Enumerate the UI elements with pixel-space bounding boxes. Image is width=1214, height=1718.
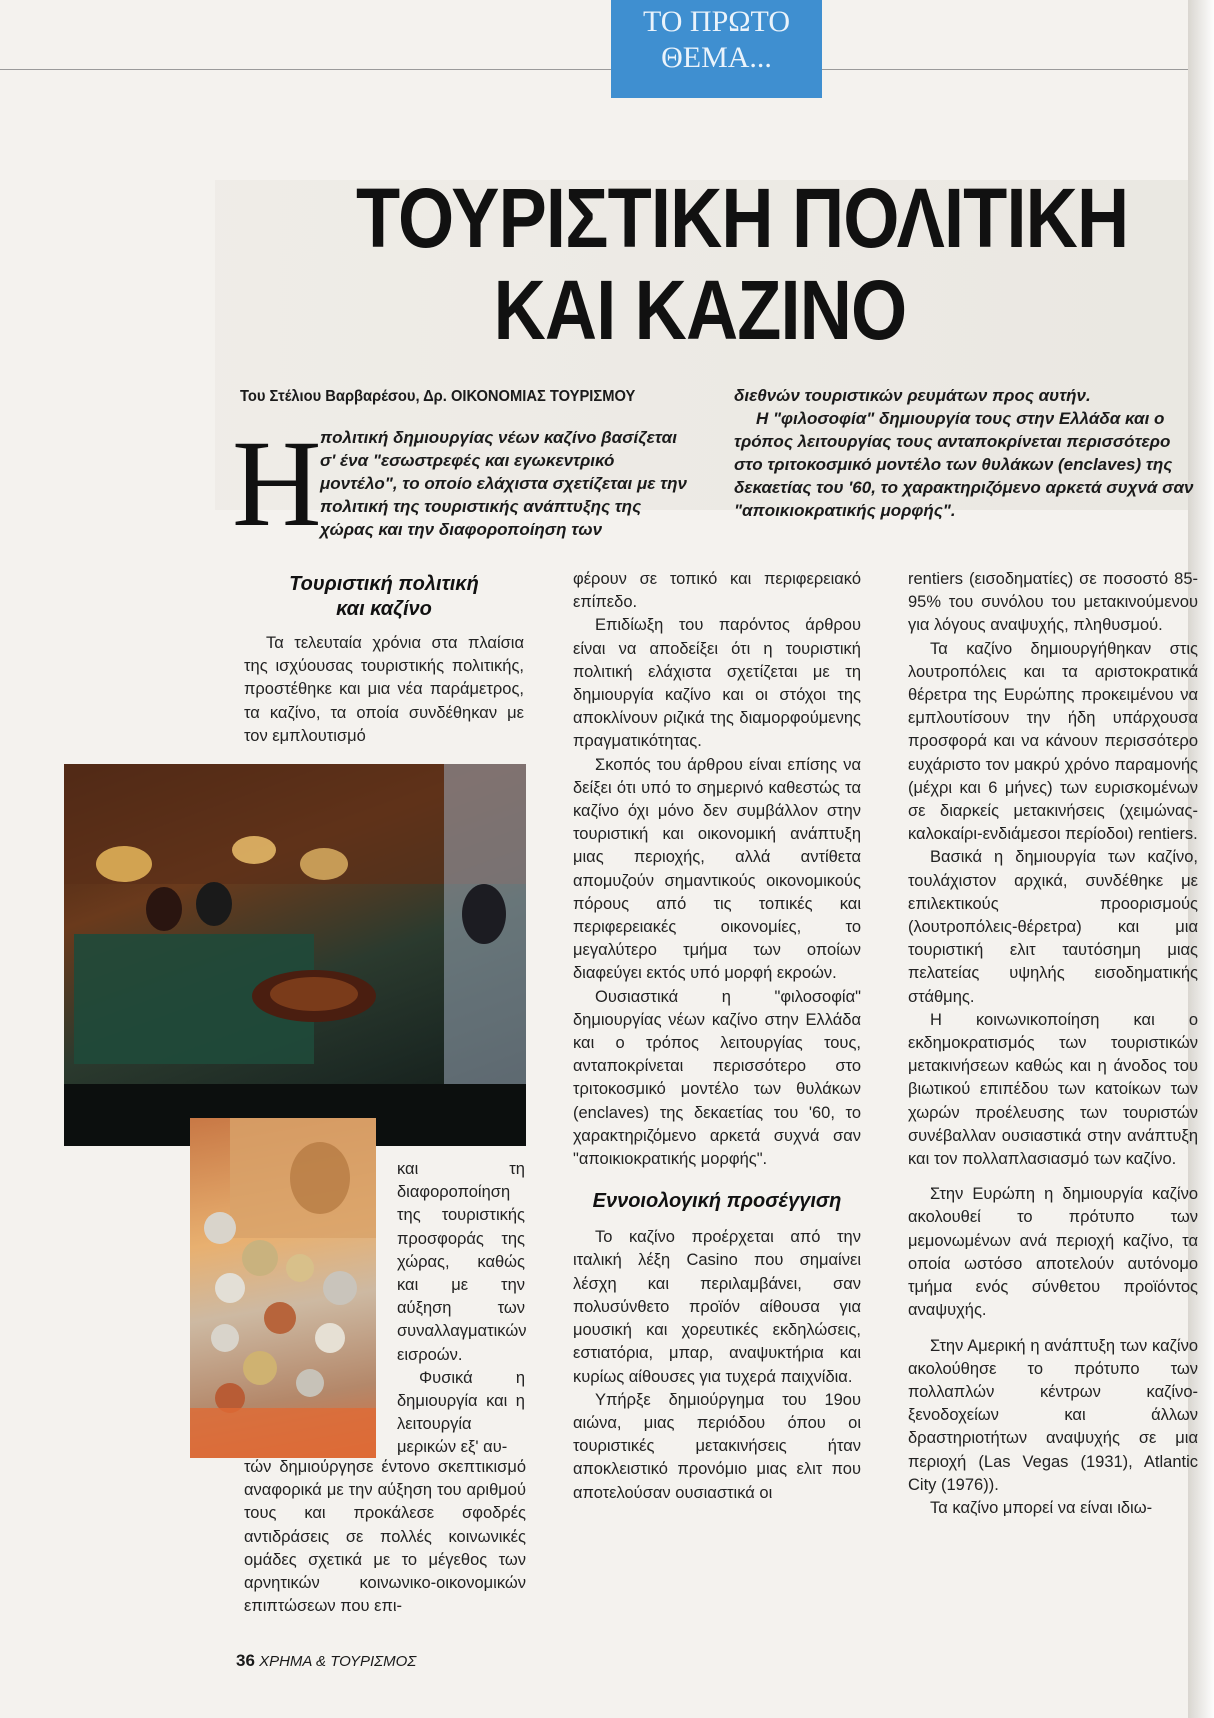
section-tag-line2: ΘΕΜΑ... [661, 41, 772, 74]
byline: Του Στέλιου Βαρβαρέσου, Δρ. ΟΙΚΟΝΟΜΙΑΣ ΤΟΥΡΙΣΜΟΥ [240, 388, 636, 405]
section-tag [611, 0, 822, 98]
col2-paragraph-0: φέρουν σε τοπικό και περιφερειακό επίπεδο. [573, 570, 861, 612]
col2-paragraph-2: Σκοπός του άρθρου είναι επίσης να δείξει ότι υπό το σημερινό καθεστώς τα καζίνο όχι μόνο δεν συμβάλλον στην τουριστική και οικονομική ανάπτυξη μιας περιοχής, αλλά αντίθετα απομυζούν σημαντικούς οικονομικούς πόρους από τις τοπικές και περιφερειακές οικονομίες, το μεγαλύτερο τμήμα των οποίων διαφεύγει εκτός υπό μορφή εκροών. [573, 755, 861, 983]
col3-paragraph-2: Βασικά η δημιουργία των καζίνο, τουλάχιστον αρχικά, συνδέθηκε με επιλεκτικούς προορισμούς (λουτροπόλεις-θέρετρα) και μια τουριστική ελιτ ταυτόσημη μιας πελατείας υψηλής εισοδηματικής στάθμης. [908, 848, 1198, 1006]
lead-left-text: πολιτική δημιουργίας νέων καζίνο βασίζεται σ' ένα "εσωστρεφές και εγωκεντρικό μοντέλο", το οποίο ελάχιστα σχετίζεται με την πολιτική της τουριστικής ανάπτυξης της χώρας και την διαφοροποίηση των [320, 428, 687, 539]
column-3 [908, 568, 1198, 1520]
col1-paragraph-1-continued: και τη διαφοροποίηση της τουριστικής προσφοράς της χώρας, καθώς και με την αύξηση των συναλλαγματικών εισροών. [397, 1160, 527, 1364]
title-line2: ΚΑΙ ΚΑΖΙΝΟ [493, 263, 907, 357]
col1-paragraph-2-end: τών δημιούργησε έντονο σκεπτικισμό αναφορικά με την αύξηση του αριθμού τους και προκάλεσε σφοδρές αντιδράσεις σε πολλές κοινωνικές ομάδες σχετικά με το μέγεθος των αρνητικών κοινωνικο-οικονομικών επιπτώσεων που επι- [244, 1458, 526, 1616]
col2-paragraph-5: Υπήρξε δημιούργημα του 19ου αιώνα, μιας περιόδου όπου οι τουριστικές μετακινήσεις ήταν αποκλειστικό προνόμιο μιας ελιτ που αποτελούσαν ουσιαστικά οι [573, 1390, 861, 1502]
column-1-wrap [397, 1158, 525, 1460]
col3-paragraph-5: Στην Αμερική η ανάπτυξη των καζίνο ακολούθησε το πρότυπο των πολλαπλών κέντρων καζίνο-ξενοδοχείων και άλλων δραστηριοτήτων αναψυχής σε μια περιοχή (Las Vegas (1931), Atlantic City (1976)). [908, 1336, 1198, 1494]
money-photo [190, 1118, 376, 1458]
page-footer [236, 1651, 416, 1671]
col2-paragraph-4: Το καζίνο προέρχεται από την ιταλική λέξη Casino που σημαίνει λέσχη και περιλαμβάνει, σαν πολυσύνθετο προϊόν αίθουσα για μουσική και χορευτικές εκδηλώσεις, εστιατόρια, μπαρ, αναψυκτήρια και κυρίως αίθουσες για τυχερά παιχνίδια. [573, 1228, 861, 1386]
col3-paragraph-3: Η κοινωνικοποίηση και ο εκδημοκρατισμός των τουριστικών μετακινήσεων καθώς και η άνοδος του βιωτικού επιπέδου των κατοίκων των χωρών προέλευσης των τουριστών συνέβαλλαν ουσιαστικά στην ανάπτυξη και τον πολλαπλασιασμό των καζίνο. [908, 1010, 1198, 1169]
section-tag-line1: ΤΟ ΠΡΩΤΟ [642, 5, 791, 38]
subhead-conceptual-approach: Εννοιολογική προσέγγιση [592, 1190, 842, 1213]
lead-right [734, 384, 1194, 522]
column-1-bottom [244, 1456, 526, 1618]
col3-paragraph-0: rentiers (εισοδηματίες) σε ποσοστό 85-95% του συνόλου του μετακινούμενου για λόγους αναψυχής, πληθυσμού. [908, 570, 1198, 635]
col3-paragraph-4: Στην Ευρώπη η δημιουργία καζίνο ακολουθεί το πρότυπο των μεμονωμένων ανά περιοχή καζίνο, τα οποία ωστόσο αποτελούν αυτόνομο τμήμα ενός σύνθετου προϊόντος αναψυχής. [908, 1185, 1198, 1320]
article-title [356, 171, 1129, 357]
magazine-name: ΧΡΗΜΑ & ΤΟΥΡΙΣΜΟΣ [259, 1653, 417, 1670]
col2-paragraph-3: Ουσιαστικά η "φιλοσοφία" δημιουργίας νέων καζίνο στην Ελλάδα και ο τρόπος λειτουργίας τους, ανταποκρίνεται περισσότερο στο τριτοκοσμικό μοντέλο των θυλάκων (enclaves) της δεκαετίας του '60, το χαρακτηριζόμενο αρκετά συχνά σαν "αποικιοκρατικής μορφής". [573, 987, 861, 1169]
subhead-tourism-policy [244, 572, 524, 622]
subhead-line1: Τουριστική πολιτική [289, 573, 479, 595]
subhead-line2: και καζίνο [336, 598, 432, 620]
col1-paragraph-2-start: Φυσικά η δημιουργία και η λειτουργία μερικών εξ' αυ- [397, 1368, 525, 1457]
page-number: 36 [236, 1651, 255, 1670]
col1-paragraph-1: Τα τελευταία χρόνια στα πλαίσια της ισχύουσας τουριστικής πολιτικής, προστέθηκε και μια νέα παράμετρος, τα καζίνο, τα οποία συνδέθηκαν με τον εμπλουτισμό [244, 634, 524, 745]
lead-right-p2: Η "φιλοσοφία" δημιουργία τους στην Ελλάδα και ο τρόπος λειτουργίας τους ανταποκρίνεται περισσότερο στο τριτοκοσμικό μοντέλο των θυλάκων (enclaves) της δεκαετίας του '60, το χαρακτηριζόμενο αρκετά συχνά σαν "αποικιοκρατικής μορφής". [734, 409, 1194, 520]
lead-left [320, 426, 690, 541]
col3-paragraph-1: Τα καζίνο δημιουργήθηκαν στις λουτροπόλεις και τα αριστοκρατικά θέρετρα της Ευρώπης προκειμένου να εμπλουτίσουν την ήδη υπάρχουσα προσφορά και να κάνουν περισσότερο ευχάριστο τον μακρύ χρόνο παραμονής (μέχρι και 6 μήνες) των ευρισκομένων σε διαρκείς μετακινήσεις (χειμώνας-καλοκαίρι-ενδιάμεσοι περίοδοι) rentiers. [908, 639, 1198, 844]
top-rule [0, 69, 1214, 70]
column-1 [244, 572, 524, 748]
col2-paragraph-1: Επιδίωξη του παρόντος άρθρου είναι να αποδείξει ότι η τουριστική πολιτική ελάχιστα σχετίζεται με τη δημιουργία καζίνο και οι στόχοι της αποκλίνουν ριζικά της διαμορφούμενης πραγματικότητας. [573, 616, 861, 751]
lead-right-p1: διεθνών τουριστικών ρευμάτων προς αυτήν. [734, 386, 1091, 405]
title-line1: ΤΟΥΡΙΣΤΙΚΗ ΠΟΛΙΤΙΚΗ [356, 171, 1129, 265]
casino-photo [64, 764, 526, 1146]
column-2 [573, 568, 861, 1505]
col3-paragraph-6: Τα καζίνο μπορεί να είναι ιδιω- [930, 1498, 1153, 1517]
drop-cap: Η [232, 415, 322, 552]
